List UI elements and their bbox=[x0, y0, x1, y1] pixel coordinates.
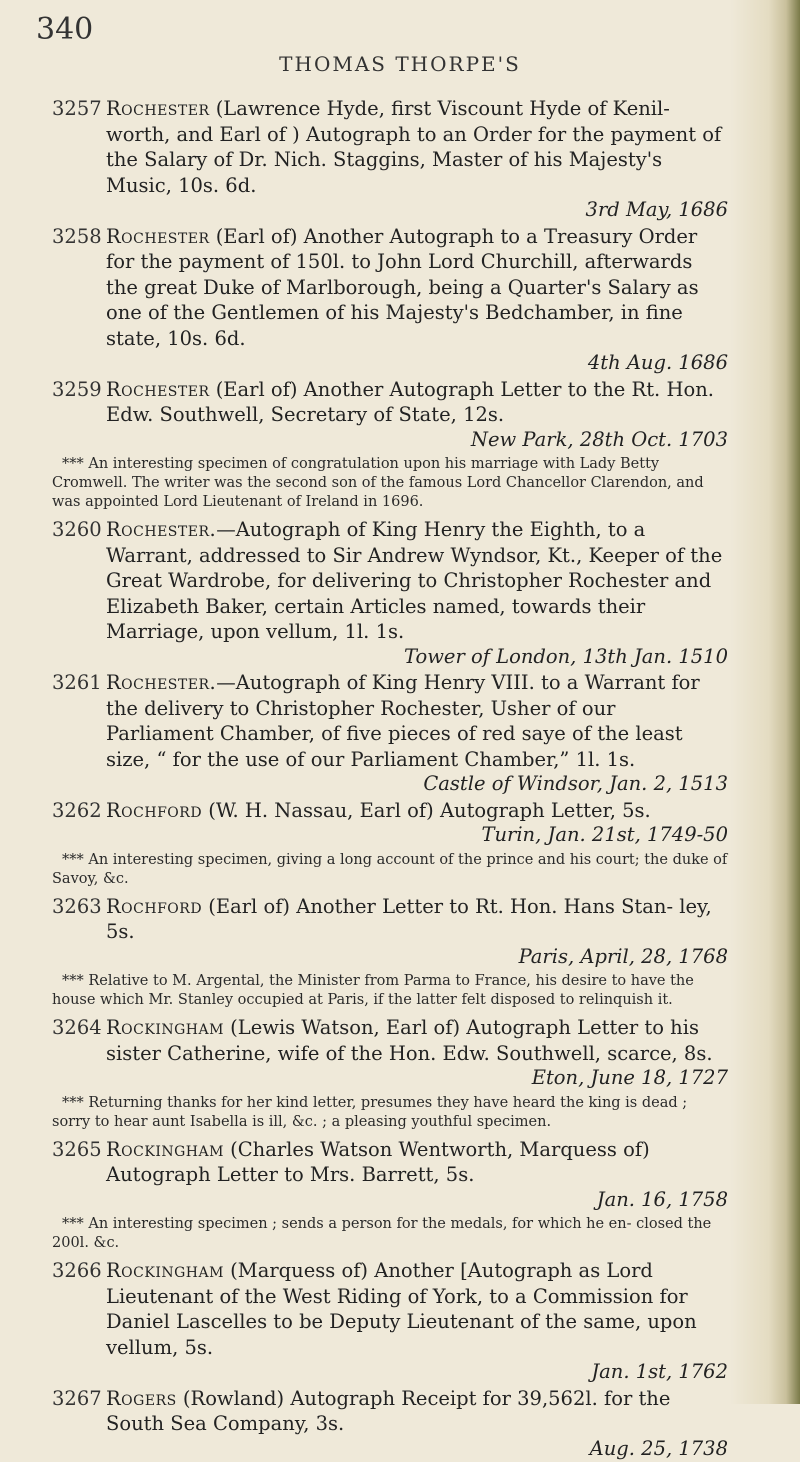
entry-name: Rogers bbox=[106, 1386, 177, 1410]
catalogue-entry bbox=[52, 517, 728, 669]
catalogue-entry bbox=[52, 670, 728, 797]
entry-note: *** An interesting specimen, giving a long account of the prince and his court; the duke of Savoy, &c. bbox=[52, 851, 728, 887]
entry-description: (Marquess of) Another [Autograph as Lord Lieutenant of the West Riding of York, to a Commission for Daniel Lascelles to be Deputy Lieutenant of the same, upon vellum, 5s. bbox=[106, 1259, 697, 1359]
entry-note: *** An interesting specimen ; sends a person for the medals, for which he en- closed the 200l. &c. bbox=[52, 1216, 712, 1251]
entry-description: —Autograph of King Henry VIII. to a Warrant for the delivery to Christopher Rochester, Usher of our Parliament Chamber, of five pieces of red saye of the least size, “ for the use of our Parliament Chamber,” 1l. 1s. bbox=[106, 671, 700, 771]
catalogue-entry bbox=[52, 377, 728, 513]
entry-description: (Rowland) Autograph Receipt for 39,562l. for the South Sea Company, 3s. bbox=[106, 1386, 671, 1435]
catalogue-entry bbox=[52, 1137, 728, 1254]
entry-description: —Autograph of King Henry the Eighth, to a Warrant, addressed to Sir Andrew Wyndsor, Kt., Keeper of the Great Wardrobe, for delivering to Christopher Rochester and Elizabeth Baker, certain Articles named, towards their Marriage, upon vellum, 1l. 1s. bbox=[106, 518, 723, 643]
entry-dateline: Jan. 16, 1758 bbox=[596, 1187, 728, 1211]
entry-dateline: Jan. 1st, 1762 bbox=[591, 1360, 728, 1383]
entry-dateline: 4th Aug. 1686 bbox=[587, 351, 728, 374]
entry-dateline: Paris, April, 28, 1768 bbox=[518, 944, 728, 968]
page-number: 340 bbox=[36, 12, 94, 47]
entry-description: (Lawrence Hyde, first Viscount Hyde of Kenil- worth, and Earl of ) Autograph to an Order for the payment of the Salary of Dr. Nich. Staggins, Master of his Majesty's Music, 10s. 6d. bbox=[106, 97, 722, 197]
entry-name: Rochford bbox=[106, 798, 203, 822]
entry-description: (Earl of) Another Letter to Rt. Hon. Hans Stan- ley, 5s. bbox=[106, 894, 712, 943]
entry-name: Rochester bbox=[106, 97, 210, 120]
lot-number: 3265 bbox=[52, 1137, 102, 1161]
lot-number: 3264 bbox=[52, 1016, 102, 1039]
lot-number: 3259 bbox=[52, 377, 102, 401]
catalogue-entry bbox=[52, 1015, 728, 1132]
lot-number: 3263 bbox=[52, 894, 102, 918]
entry-dateline: Castle of Windsor, Jan. 2, 1513 bbox=[423, 772, 728, 795]
entry-dateline: Eton, June 18, 1727 bbox=[531, 1066, 728, 1089]
entry-dateline: 3rd May, 1686 bbox=[585, 198, 728, 221]
lot-number: 3258 bbox=[52, 224, 102, 248]
entry-name: Rochford bbox=[106, 894, 203, 918]
catalogue-entry bbox=[52, 1258, 728, 1385]
entry-name: Rochester bbox=[106, 377, 210, 401]
entry-note: *** Relative to M. Argental, the Minister from Parma to France, his desire to have the house which Mr. Stanley occupied at Paris, if the latter felt disposed to relinquish it. bbox=[52, 973, 694, 1008]
lot-number: 3257 bbox=[52, 97, 102, 120]
entry-name: Rockingham bbox=[106, 1137, 224, 1161]
entry-dateline: New Park, 28th Oct. 1703 bbox=[470, 427, 728, 451]
catalogue-entry bbox=[52, 894, 728, 1011]
catalogue-entry bbox=[52, 798, 728, 889]
entry-dateline: Turin, Jan. 21st, 1749-50 bbox=[481, 823, 728, 846]
entry-description: (Lewis Watson, Earl of) Autograph Letter to his sister Catherine, wife of the Hon. Edw. Southwell, scarce, 8s. bbox=[106, 1016, 713, 1065]
entry-dateline: Aug. 25, 1738 bbox=[589, 1436, 728, 1460]
lot-number: 3260 bbox=[52, 518, 102, 541]
entry-description: (Earl of) Another Autograph Letter to the Rt. Hon. Edw. Southwell, Secretary of State, 12s. bbox=[106, 377, 714, 426]
catalogue-entry bbox=[52, 224, 728, 376]
entry-name: Rockingham bbox=[106, 1016, 224, 1039]
entry-name: Rochester. bbox=[106, 518, 217, 541]
entry-dateline: Tower of London, 13th Jan. 1510 bbox=[404, 644, 728, 668]
entry-note: *** Returning thanks for her kind letter, presumes they have heard the king is dead ; sorry to hear aunt Isabella is ill, &c. ; a pleasing youthful specimen. bbox=[52, 1094, 688, 1130]
catalogue-entry bbox=[52, 1386, 728, 1462]
lot-number: 3262 bbox=[52, 798, 102, 822]
entry-name: Rochester bbox=[106, 224, 210, 248]
running-head: THOMAS THORPE'S bbox=[279, 52, 521, 76]
entry-name: Rochester. bbox=[106, 671, 217, 694]
entry-description: (Charles Watson Wentworth, Marquess of) Autograph Letter to Mrs. Barrett, 5s. bbox=[106, 1137, 650, 1186]
lot-number: 3267 bbox=[52, 1386, 102, 1410]
entry-description: (Earl of) Another Autograph to a Treasury Order for the payment of 150l. to John Lord Churchill, afterwards the great Duke of Marlborough, being a Quarter's Salary as one of the Gentlemen of his Majesty's Bedchamber, in fine state, 10s. 6d. bbox=[106, 224, 699, 350]
entry-description: (W. H. Nassau, Earl of) Autograph Letter, 5s. bbox=[202, 798, 651, 822]
catalogue-entry bbox=[52, 96, 728, 223]
entry-name: Rockingham bbox=[106, 1259, 224, 1282]
lot-number: 3266 bbox=[52, 1259, 102, 1282]
catalogue-entries bbox=[52, 96, 728, 1462]
entry-note: *** An interesting specimen of congratulation upon his marriage with Lady Betty Cromwell. The writer was the second son of the famous Lord Chancellor Clarendon, and was appointed Lord Lieutenant of Ireland in 1696. bbox=[52, 456, 704, 510]
lot-number: 3261 bbox=[52, 671, 102, 694]
